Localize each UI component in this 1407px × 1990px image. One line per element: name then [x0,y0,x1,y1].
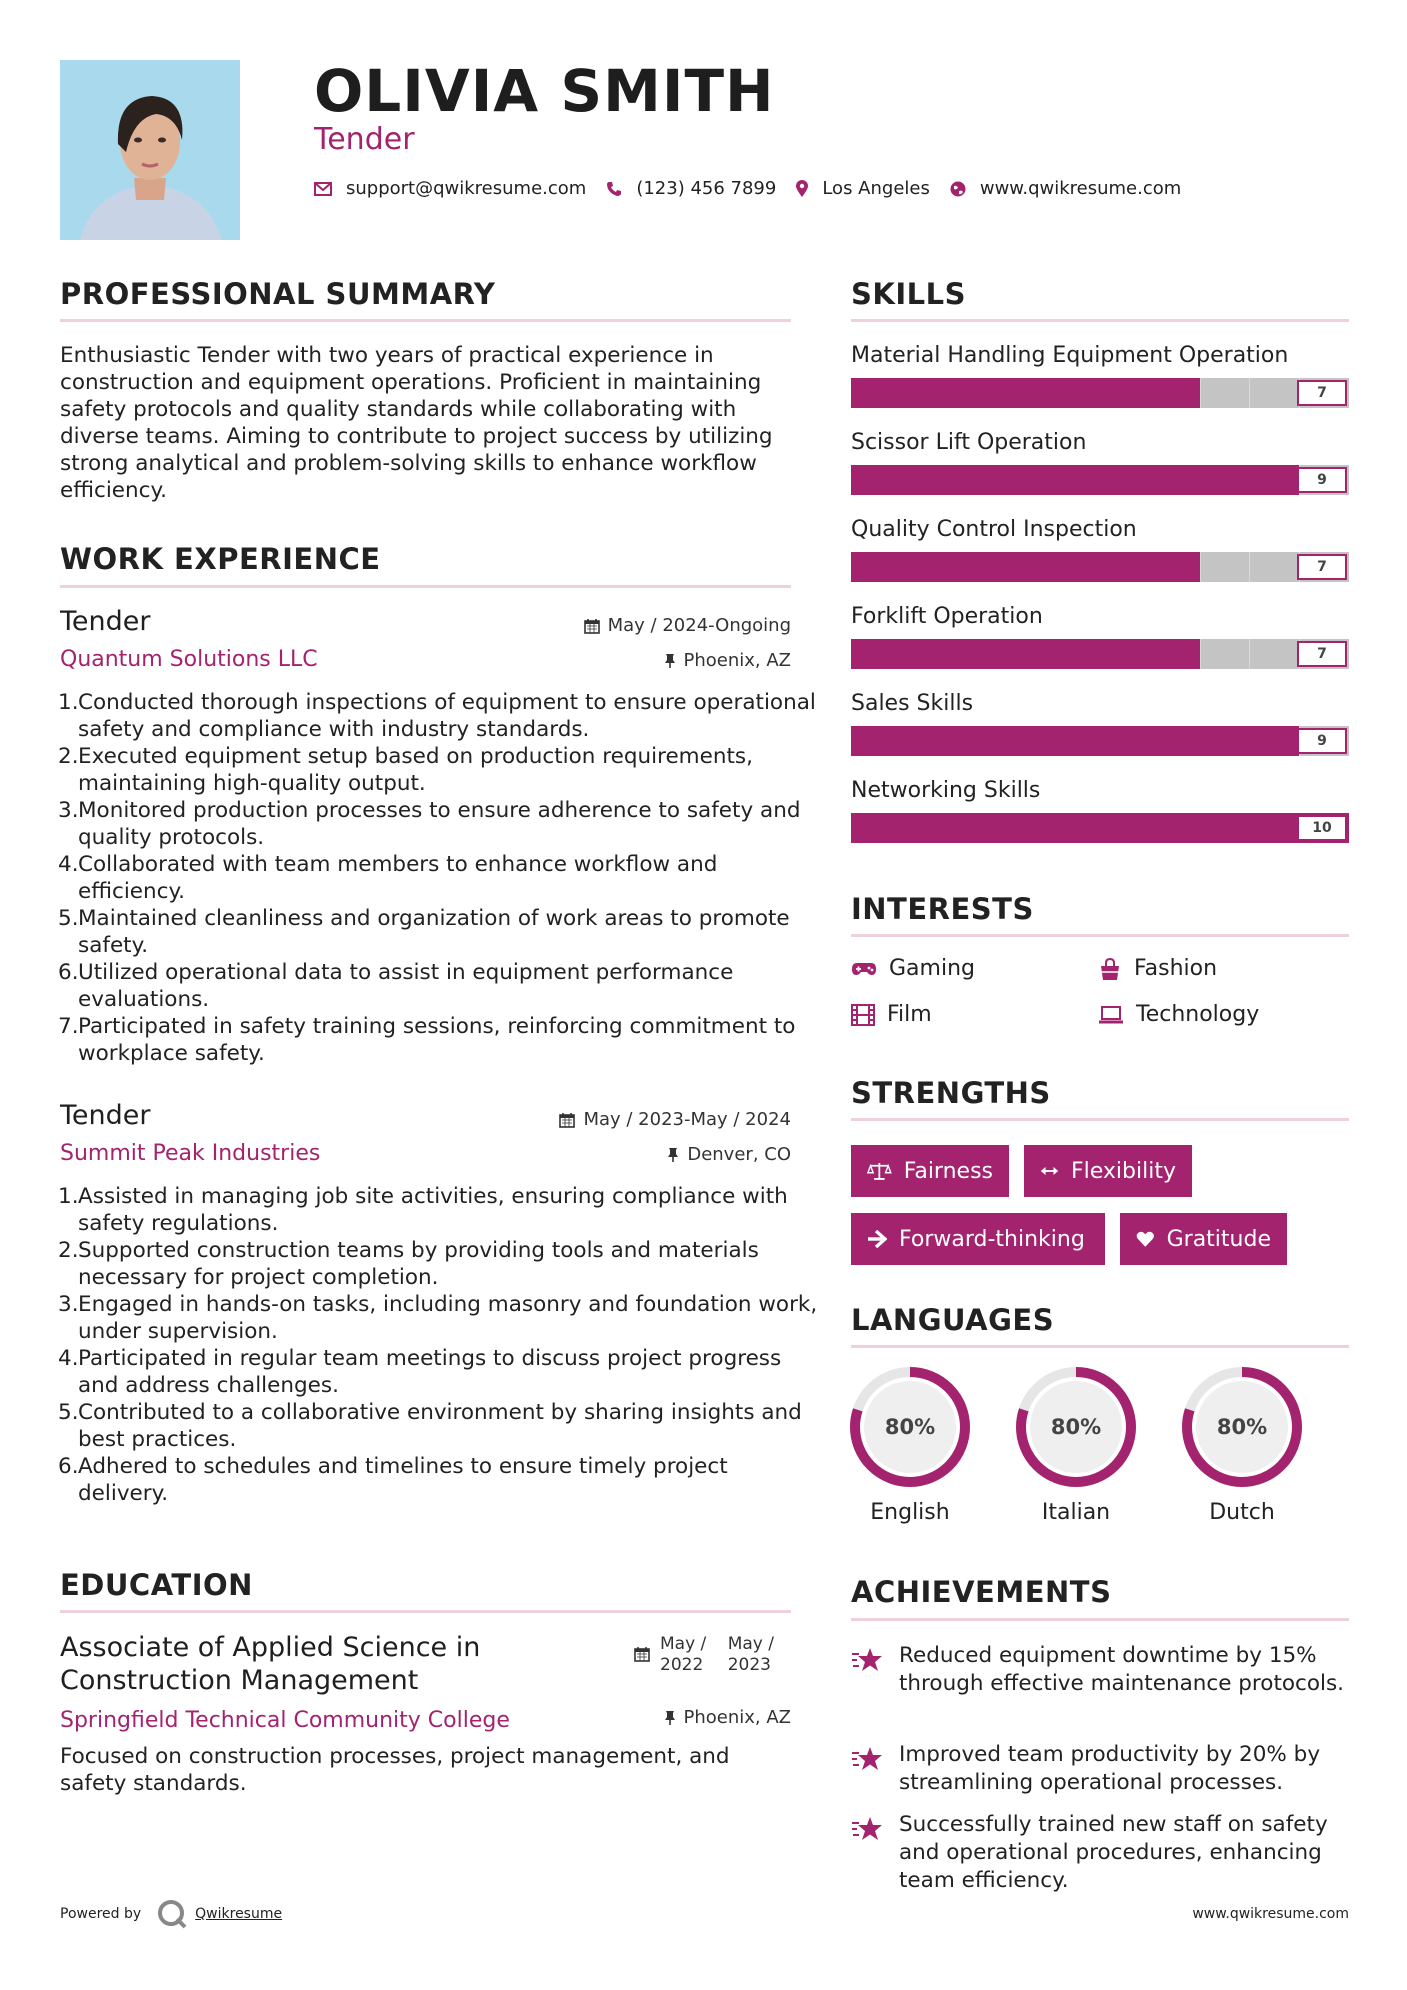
achievements-rule [851,1618,1349,1621]
interest-gaming [851,955,975,983]
language-percent: 80% [884,1415,936,1439]
profile-photo [60,60,240,240]
skill-row [851,516,1349,582]
job-location-text: Denver, CO [687,1144,791,1165]
star-icon [851,1646,885,1674]
language-item [848,1365,972,1527]
skill-level-fill [851,465,1299,495]
contact-email[interactable] [314,178,586,199]
language-name: English [870,1500,950,1525]
skill-level-fill [851,552,1200,582]
skill-name: Forklift Operation [851,604,1043,629]
skill-name: Sales Skills [851,691,974,716]
skill-name: Scissor Lift Operation [851,430,1087,455]
skill-level-label: 9 [1297,728,1347,754]
job-location [500,1143,791,1167]
skill-level-label: 9 [1297,467,1347,493]
start-year: 2022 [660,1655,704,1675]
job-company: Summit Peak Industries [60,1141,321,1166]
balance-scale-icon [867,1160,892,1182]
education-heading: EDUCATION [60,1568,253,1602]
arrow-right-icon [867,1230,887,1248]
languages-heading: LANGUAGES [851,1303,1055,1337]
pushpin-icon [664,653,676,669]
language-name: Italian [1041,1500,1111,1525]
education-rule [60,1610,791,1613]
interest-label: Gaming [889,956,975,981]
skill-row [851,342,1349,408]
duty-item: Assisted in managing job site activities, ensuring compliance with safety regulations. [78,1184,788,1236]
qwikresume-link[interactable]: Qwikresume [195,1906,283,1922]
achievements-heading: ACHIEVEMENTS [851,1575,1112,1609]
contact-phone[interactable] [606,178,776,199]
duty-item: Contributed to a collaborative environment by sharing insights and best practices. [78,1400,802,1452]
website-text: www.qwikresume.com [979,178,1182,199]
envelope-icon [314,182,332,196]
achievement-text: Reduced equipment downtime by 15% through effective maintenance protocols. [899,1643,1345,1696]
interest-film [851,1001,932,1029]
skill-level-fill [851,378,1200,408]
skill-name: Material Handling Equipment Operation [851,343,1289,368]
film-icon [851,1004,875,1026]
strength-label: Forward-thinking [899,1226,1085,1252]
duty-item: Maintained cleanliness and organization of work areas to promote safety. [78,906,790,958]
skill-level-label: 10 [1297,815,1347,841]
job-title: Tender [60,1100,151,1131]
strength-label: Flexibility [1071,1158,1176,1184]
duty-item: Collaborated with team members to enhance workflow and efficiency. [78,852,718,904]
strength-fairness [851,1145,1009,1197]
skill-segment-divider [1200,378,1201,408]
job-location-text: Phoenix, AZ [683,650,791,671]
skill-level-bar [851,813,1349,843]
job-dates [500,1108,791,1132]
skill-name: Networking Skills [851,778,1041,803]
contact-location [796,178,930,199]
footer-website[interactable]: www.qwikresume.com [1192,1906,1349,1922]
calendar-icon [634,1646,650,1662]
candidate-name: OLIVIA SMITH [314,57,775,125]
skill-segment-divider [1249,378,1250,408]
powered-by [60,1897,282,1931]
skill-segment-divider [1249,552,1250,582]
pushpin-icon [667,1147,679,1163]
achievement-item [851,1642,1344,1698]
skill-level-bar [851,465,1349,495]
duty-item: Utilized operational data to assist in equipment performance evaluations. [78,960,734,1012]
gamepad-icon [851,961,877,977]
skill-level-bar [851,378,1349,408]
calendar-icon [584,618,600,634]
strength-gratitude [1120,1213,1287,1265]
job-dates [500,614,791,638]
skill-row [851,777,1349,843]
language-percent: 80% [1216,1415,1268,1439]
calendar-icon [559,1112,575,1128]
skill-row [851,603,1349,669]
laptop-icon [1098,1005,1124,1025]
phone-text: (123) 456 7899 [636,178,777,199]
language-percent: 80% [1050,1415,1102,1439]
strength-label: Gratitude [1166,1226,1271,1252]
end-month: May / [727,1634,774,1654]
language-name: Dutch [1209,1500,1275,1525]
education-description: Focused on construction processes, project management, and safety standards. [60,1744,730,1796]
map-pin-icon [796,180,808,198]
job-duties-list [60,1183,818,1507]
experience-heading: WORK EXPERIENCE [60,542,381,576]
location-text: Los Angeles [822,178,930,199]
duty-item: Conducted thorough inspections of equipment to ensure operational safety and compliance with industry standards. [78,690,816,742]
achievement-item [851,1811,1344,1895]
skill-name: Quality Control Inspection [851,517,1137,542]
heart-icon [1136,1228,1155,1250]
job-company: Quantum Solutions LLC [60,647,318,672]
job-dates-text: May / 2024-Ongoing [607,615,791,636]
duty-item: Participated in safety training sessions, reinforcing commitment to workplace safety. [78,1014,796,1066]
interest-label: Film [887,1002,932,1027]
duty-item: Monitored production processes to ensure adherence to safety and quality protocols. [78,798,801,850]
email-text: support@qwikresume.com [346,178,587,199]
skill-level-fill [851,726,1299,756]
summary-heading: PROFESSIONAL SUMMARY [60,277,496,311]
skill-level-label: 7 [1297,380,1347,406]
interests-heading: INTERESTS [851,892,1034,926]
candidate-title: Tender [314,122,415,157]
skills-rule [851,319,1349,322]
skill-segment-divider [1200,552,1201,582]
job-duties-list [60,689,818,1067]
arrows-horizontal-icon [1040,1164,1059,1178]
interest-label: Fashion [1134,956,1218,981]
languages-list [848,1365,1348,1535]
language-item [1014,1365,1138,1527]
skill-segment-divider [1200,639,1201,669]
summary-rule [60,319,791,322]
pushpin-icon [664,1710,676,1726]
skill-level-bar [851,552,1349,582]
globe-icon [950,181,966,197]
interest-technology [1098,1001,1259,1029]
strength-label: Fairness [903,1158,993,1184]
duty-item: Executed equipment setup based on production requirements, maintaining high-quality output. [78,744,753,796]
phone-icon [606,181,622,197]
strengths-rule [851,1118,1349,1121]
skill-level-bar [851,726,1349,756]
experience-rule [60,585,791,588]
education-location [500,1706,791,1730]
degree-line-2: Construction Management [60,1665,419,1696]
skill-row [851,690,1349,756]
powered-by-label: Powered by [60,1906,142,1922]
education-location-text: Phoenix, AZ [683,1707,791,1728]
star-icon [851,1745,885,1773]
skill-segment-divider [1249,639,1250,669]
duty-item: Adhered to schedules and timelines to ensure timely project delivery. [78,1454,728,1506]
skill-row [851,429,1349,495]
interest-fashion [1098,955,1217,983]
duty-item: Participated in regular team meetings to discuss project progress and address challenges. [78,1346,782,1398]
duty-item: Engaged in hands-on tasks, including masonry and foundation work, under supervision. [78,1292,818,1344]
end-year: 2023 [727,1655,771,1675]
achievement-text: Improved team productivity by 20% by streamlining operational processes. [899,1742,1321,1795]
contact-website[interactable] [950,178,1181,199]
job-dates-text: May / 2023-May / 2024 [583,1109,791,1130]
strength-forward-thinking [851,1213,1105,1265]
education-dates [634,1634,774,1676]
job-title: Tender [60,606,151,637]
contact-bar [314,178,1201,199]
duty-item: Supported construction teams by providing tools and materials necessary for project completion. [78,1238,759,1290]
skill-level-fill [851,639,1200,669]
language-item [1180,1365,1304,1527]
degree-line-1: Associate of Applied Science in [60,1632,481,1663]
strength-flexibility [1024,1145,1192,1197]
achievement-text: Successfully trained new staff on safety and operational procedures, enhancing team efficiency. [899,1812,1328,1893]
education-start-date [660,1634,706,1676]
qwikresume-logo-icon [155,1897,189,1931]
summary-text: Enthusiastic Tender with two years of practical experience in construction and equipment operations. Proficient in maintaining safety protocols and quality standards while collaborating with diverse teams. Aiming to contribute to project success by utilizing strong analytical and problem-solving skills to enhance workflow efficiency. [60,343,773,503]
star-icon [851,1815,885,1843]
job-location [500,649,791,673]
skills-heading: SKILLS [851,277,966,311]
interests-rule [851,934,1349,937]
languages-rule [851,1345,1349,1348]
strengths-heading: STRENGTHS [851,1076,1051,1110]
skill-level-fill [851,813,1349,843]
achievement-item [851,1741,1344,1797]
skill-level-bar [851,639,1349,669]
interest-label: Technology [1136,1002,1260,1027]
education-end-date [728,1634,774,1676]
skill-level-label: 7 [1297,641,1347,667]
skill-level-label: 7 [1297,554,1347,580]
start-month: May / [660,1634,707,1654]
school-name: Springfield Technical Community College [60,1708,510,1733]
shopping-bag-icon [1098,957,1122,981]
